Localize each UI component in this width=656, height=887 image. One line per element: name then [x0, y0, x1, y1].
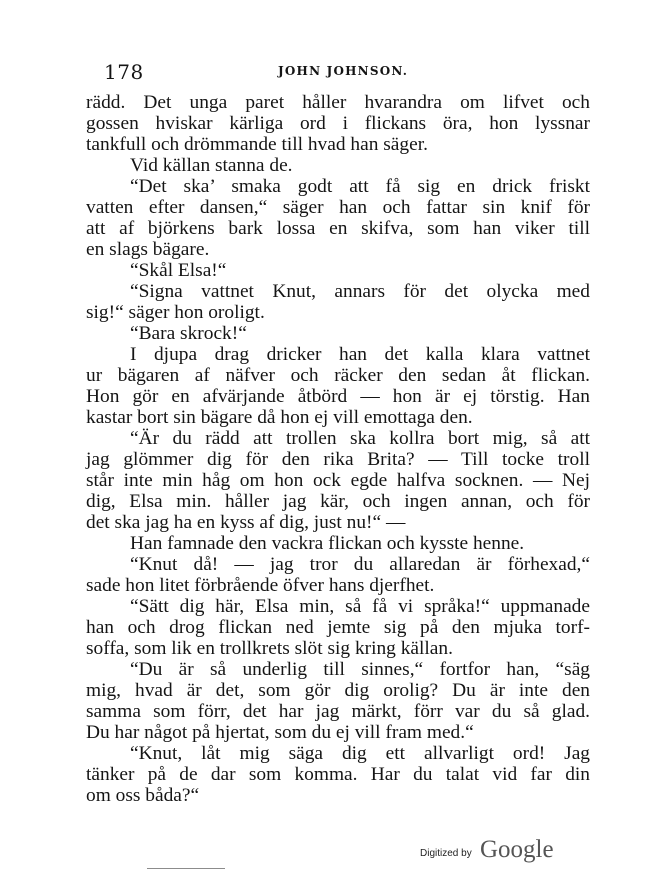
page-header [88, 60, 588, 84]
text-line: ur bägaren af näfver och räcker den sedan åt flickan. [86, 365, 590, 386]
running-head: JOHN JOHNSON. [278, 64, 409, 78]
text-line: han och drog flickan ned jemte sig på den mjuka torf- [86, 617, 590, 638]
text-line: Vid källan stanna de. [130, 155, 293, 176]
text-line: att af björkens bark lossa en skifva, som han viker till [86, 218, 590, 239]
text-line: står inte min håg om hon ock egde halfva socknen. — Nej [86, 470, 590, 491]
text-line: sade hon litet förbrående öfver hans djerfhet. [86, 575, 435, 596]
text-line: “Det ska’ smaka godt att få sig en drick friskt [130, 176, 590, 197]
text-line: Han famnade den vackra flickan och kysste henne. [130, 533, 525, 554]
text-line: om oss båda?“ [86, 785, 200, 806]
digitized-prefix: Digitized by [420, 848, 472, 859]
text-line: en slags bägare. [86, 239, 210, 260]
text-line: “Bara skrock!“ [130, 323, 247, 344]
text-line: Hon gör en afvärjande åtbörd — hon är ej törstig. Han [86, 386, 590, 407]
text-line: “Knut då! — jag tror du allaredan är förhexad,“ [130, 554, 590, 575]
text-line: I djupa drag dricker han det kalla klara vattnet [130, 344, 590, 365]
text-line: det ska jag ha en kyss af dig, just nu!“ — [86, 512, 406, 533]
text-line: kastar bort sin bägare då hon ej vill emottaga den. [86, 407, 473, 428]
text-line: “Du är så underlig till sinnes,“ fortfor han, “säg [130, 659, 590, 680]
text-line: gossen hviskar kärliga ord i flickans öra, hon lyssnar [86, 113, 590, 134]
digitized-watermark [420, 836, 570, 866]
page-number: 178 [104, 60, 144, 84]
text-line: “Skål Elsa!“ [130, 260, 227, 281]
text-line: jag glömmer dig för den rika Brita? — Till tocke troll [86, 449, 590, 470]
text-line: samma som förr, det har jag märkt, förr var du så glad. [86, 701, 590, 722]
text-line: Du har något på hjertat, som du ej vill fram med.“ [86, 722, 474, 743]
body-text [86, 92, 590, 806]
text-line: mig, hvad är det, som gör dig orolig? Du är inte den [86, 680, 590, 701]
scan-mark [147, 868, 225, 869]
text-line: vatten efter dansen,“ säger han och fattar sin knif för [86, 197, 590, 218]
text-line: “Sätt dig här, Elsa min, så få vi språka!“ uppmanade [130, 596, 590, 617]
text-line: rädd. Det unga paret håller hvarandra om lifvet och [86, 92, 590, 113]
text-line: sig!“ säger hon oroligt. [86, 302, 265, 323]
text-line: “Signa vattnet Knut, annars för det olycka med [130, 281, 590, 302]
text-line: soffa, som lik en trollkrets slöt sig kring källan. [86, 638, 453, 659]
text-line: tänker på de dar som komma. Har du talat vid far din [86, 764, 590, 785]
text-line: “Är du rädd att trollen ska kollra bort mig, så att [130, 428, 590, 449]
text-line: dig, Elsa min. håller jag kär, och ingen annan, och för [86, 491, 590, 512]
google-logo: Google [480, 836, 554, 863]
text-line: “Knut, låt mig säga dig ett allvarligt ord! Jag [130, 743, 590, 764]
text-line: tankfull och drömmande till hvad han säger. [86, 134, 428, 155]
